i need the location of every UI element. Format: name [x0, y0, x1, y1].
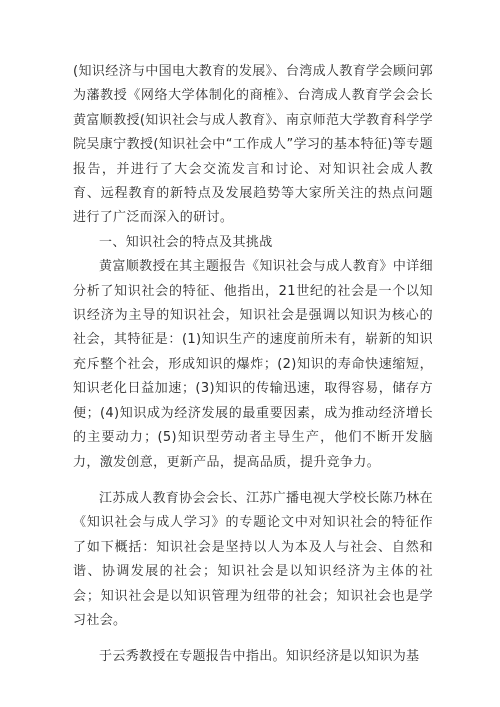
paragraph-huang: 黄富顺教授在其主题报告《知识社会与成人教育》中详细分析了知识社会的特征、他指出，21世纪的社会是一个以知识经济为主导的知识社会，知识社会是强调以知识为核心的社会，其特征是：(1)知识生产的速度前所未有，崭新的知识充斥整个社会，形成知识的爆炸；(2)知识的寿命快速缩短，知识老化日益加速；(3)知识的传输迅速，取得容易，储存方便；(4)知识成为经济发展的最重要因素，成为推动经济增长的主要动力；(5)知识型劳动者主导生产，他们不断开发脑力，激发创意，更新产品，提高品质，提升竞争力。: [73, 259, 433, 470]
paragraph-chen: 江苏成人教育协会会长、江苏广播电视大学校长陈乃林在《知识社会与成人学习》的专题论文中对知识社会的特征作了如下概括：知识社会是坚持以人为本及人与社会、自然和谐、协调发展的社会；知识社会是以知识经济为主体的社会；知识社会是以知识管理为纽带的社会；知识社会也是学习社会。: [73, 490, 433, 628]
paragraph-yu: 于云秀教授在专题报告中指出。知识经济是以知识为基: [99, 649, 420, 665]
document-body: [73, 60, 433, 670]
section-heading: 一、知识社会的特点及其挑战: [99, 234, 273, 250]
paragraph-intro: (知识经济与中国电大教育的发展》、台湾成人教育学会顾问郭为藩教授《网络大学体制化的商榷》、台湾成人教育学会会长黄富顺教授(知识社会与成人教育》、南京师范大学教育科学学院吴康宁教授(知识社会中“工作成人”学习的基本特征)等专题报告，并进行了大会交流发言和讨论、对知识社会成人教育、远程教育的新特点及发展趋势等大家所关注的热点问题进行了广泛而深入的研讨。: [73, 64, 433, 226]
